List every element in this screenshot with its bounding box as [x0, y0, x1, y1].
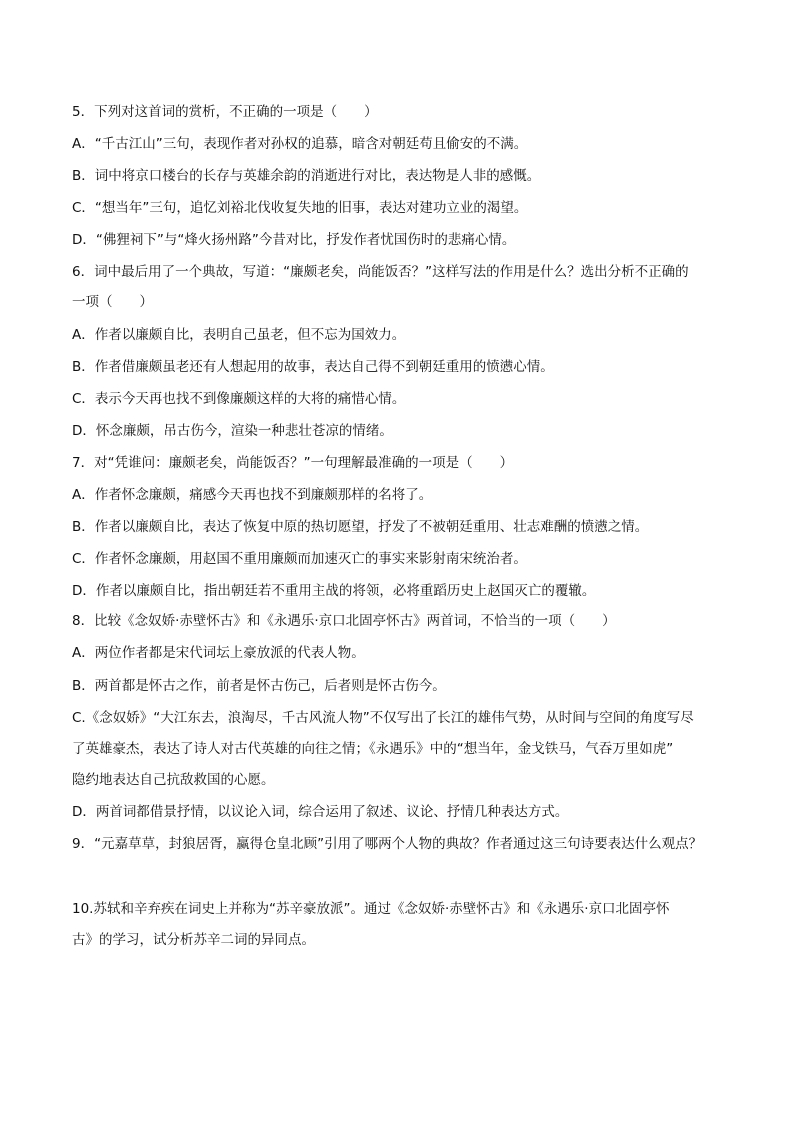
question-8: 8．比较《念奴娇·赤壁怀古》和《永遇乐·京口北固亭怀古》两首词，不恰当的一项（ ）: [72, 613, 616, 629]
question-7-option-b: B．作者以廉颇自比，表达了恢复中原的热切愿望，抒发了不被朝廷重用、壮志难酬的愤懑之情。: [72, 519, 649, 535]
question-5-option-c: C．“想当年”三句，追忆刘裕北伐收复失地的旧事，表达对建功立业的渴望。: [72, 200, 528, 216]
question-8-option-b: B．两首都是怀古之作，前者是怀古伤己，后者则是怀古伤今。: [72, 678, 446, 694]
question-5-option-d: D．“佛狸祠下”与“烽火扬州路”今昔对比，抒发作者忧国伤时的悲痛心情。: [72, 232, 516, 248]
question-8-option-d: D．两首词都借景抒情，以议论入词，综合运用了叙述、议论、抒情几种表达方式。: [72, 804, 569, 820]
question-10-line-2: 古》的学习，试分析苏辛二词的异同点。: [72, 932, 315, 948]
question-7-option-d: D．作者以廉颇自比，指出朝廷若不重用主战的将领，必将重蹈历史上赵国灭亡的覆辙。: [72, 583, 596, 599]
question-8-option-c-line-2: 了英雄豪杰，表达了诗人对古代英雄的向往之情；《永遇乐》中的“想当年，金戈铁马，气吞万里如虎”: [72, 741, 674, 757]
question-5-option-b: B．词中将京口楼台的长存与英雄余韵的消逝进行对比，表达物是人非的感慨。: [72, 168, 541, 184]
question-8-option-a: A．两位作者都是宋代词坛上豪放派的代表人物。: [72, 645, 365, 661]
question-10-line-1: 10.苏轼和辛弃疾在词史上并称为“苏辛豪放派”。通过《念奴娇·赤壁怀古》和《永遇乐·京口北固亭怀: [72, 901, 670, 917]
question-7-option-c: C．作者怀念廉颇，用赵国不重用廉颇而加速灭亡的事实来影射南宋统治者。: [72, 551, 527, 567]
question-6-option-b: B．作者借廉颇虽老还有人想起用的故事，表达自己得不到朝廷重用的愤懑心情。: [72, 359, 554, 375]
question-9: 9．“元嘉草草，封狼居胥，赢得仓皇北顾”引用了哪两个人物的典故？作者通过这三句诗要表达什么观点？: [72, 836, 703, 852]
question-5: 5．下列对这首词的赏析，不正确的一项是（ ）: [72, 104, 378, 120]
question-8-option-c-line-3: 隐约地表达自己抗敌救国的心愿。: [72, 772, 275, 788]
question-8-option-c-line-1: C.《念奴娇》“大江东去，浪淘尽，千古风流人物”不仅写出了长江的雄伟气势，从时间与空间的角度写尽: [72, 710, 694, 726]
question-6-continued: 一项（ ）: [72, 294, 153, 310]
question-5-option-a: A．“千古江山”三句，表现作者对孙权的追慕，暗含对朝廷苟且偷安的不满。: [72, 136, 528, 152]
question-6-option-a: A．作者以廉颇自比，表明自己虽老，但不忘为国效力。: [72, 327, 406, 343]
question-7: 7．对“凭谁问：廉颇老矣，尚能饭否？”一句理解最准确的一项是（ ）: [72, 455, 514, 471]
question-7-option-a: A．作者怀念廉颇，痛感今天再也找不到廉颇那样的名将了。: [72, 487, 433, 503]
question-6-option-d: D．怀念廉颇，吊古伤今，渲染一种悲壮苍凉的情绪。: [72, 423, 393, 439]
question-6-option-c: C．表示今天再也找不到像廉颇这样的大将的痛惜心情。: [72, 391, 406, 407]
question-6: 6．词中最后用了一个典故，写道：“廉颇老矣，尚能饭否？”这样写法的作用是什么？选出分析不正确的: [72, 264, 689, 280]
